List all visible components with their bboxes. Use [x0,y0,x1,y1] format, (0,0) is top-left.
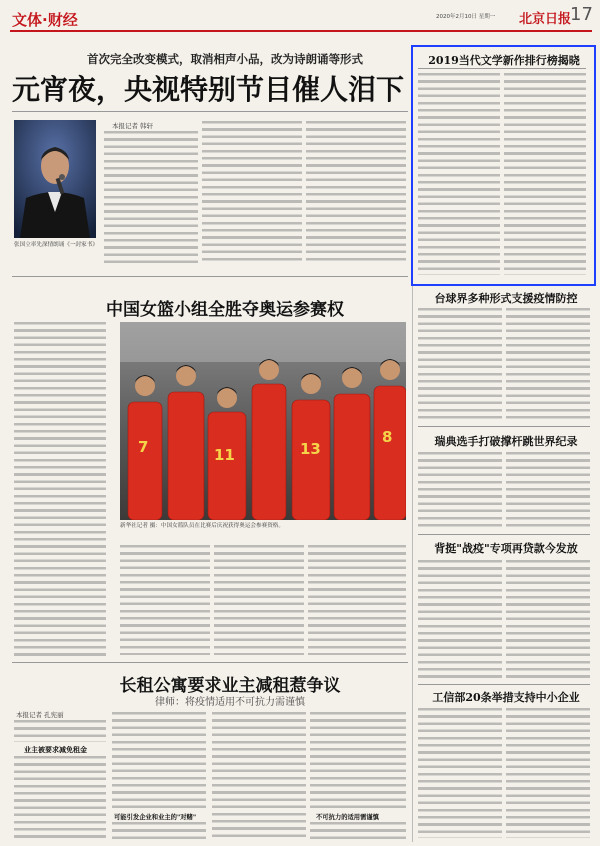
right-story-2-col-2 [506,452,590,528]
right-story-2-title: 瑞典选手打破撑杆跳世界纪录 [434,435,578,448]
lead-body-col-2 [202,121,302,263]
rental-subhead-1: 业主被要求减免租金 [24,746,87,754]
basketball-body-col-4 [308,545,406,655]
right-story-4-col-2 [506,708,590,838]
right-rule-1 [418,426,590,427]
rental-body-col-1b [14,756,106,840]
sidebar-rule [418,68,586,69]
basketball-body-col-3 [214,545,304,655]
right-story-4-col-1 [418,708,502,838]
rental-body-col-2b [112,822,206,840]
section-label: 文体·财经 [12,11,78,29]
issue-date: 2020年2月10日 星期一 [436,14,496,20]
lead-kicker: 首次完全改变模式，取消相声小品，改为诗朗诵等形式 [87,52,363,66]
right-story-4-title: 工信部20条举措支持中小企业 [432,691,580,704]
rental-body-col-3 [212,712,306,840]
lead-body-col-1 [104,131,198,263]
sidebar-body-col-1 [418,73,500,275]
lead-photo-caption: 张国立率先深情朗诵《一封家书》 [14,242,98,248]
lead-rule [12,111,408,112]
rental-subhead-2: 可能引发企业和业主的"对赌" [114,814,197,821]
rental-body-col-2a [112,712,206,808]
basketball-body-col-2 [120,545,210,655]
right-story-1-col-1 [418,308,502,420]
basketball-photo-caption: 新华社记者 摄：中国女篮队员在比赛后庆祝获得奥运会参赛资格。 [120,523,284,529]
right-story-3-col-2 [506,560,590,680]
right-story-3-col-1 [418,560,502,680]
rental-body-col-4b [310,822,406,840]
right-story-1-title: 台球界多种形式支援疫情防控 [434,292,578,305]
rental-subhead-3: 不可抗力的适用需谨慎 [316,814,379,821]
right-column-divider [412,286,413,842]
lead-byline: 本报记者 韩轩 [112,122,154,130]
basketball-bottom-rule [12,662,408,663]
lead-photo [14,120,96,238]
rental-byline: 本报记者 孔宪丽 [16,711,64,719]
rental-subtitle: 律师：将疫情适用不可抗力需谨慎 [155,697,305,708]
right-story-1-col-2 [506,308,590,420]
lead-title: 元宵夜，央视特别节目催人泪下 [12,73,405,106]
lead-body-col-3 [306,121,406,263]
jersey-number-a: 7 [138,438,149,456]
basketball-body-col-1 [14,322,106,656]
jersey-number-c: 13 [300,440,321,458]
jersey-number-d: 8 [382,428,393,446]
header-rule [10,30,592,32]
rental-body-col-4a [310,712,406,808]
sidebar-body-col-2 [504,73,586,275]
rental-body-col-1a [14,720,106,742]
right-story-3-title: 背挺"战疫"专项再贷款今发放 [434,542,578,555]
jersey-number-b: 11 [214,446,235,464]
rental-title: 长租公寓要求业主减租惹争议 [119,676,341,696]
right-rule-2 [418,534,590,535]
basketball-photo [120,322,406,520]
masthead: 北京日报 [519,12,572,27]
right-story-2-col-1 [418,452,502,528]
lead-bottom-rule [12,276,408,277]
page-number: 17 [570,4,593,25]
sidebar-title: 2019当代文学新作排行榜揭晓 [428,54,580,67]
basketball-title: 中国女篮小组全胜夺奥运参赛权 [106,300,344,320]
right-rule-3 [418,684,590,685]
